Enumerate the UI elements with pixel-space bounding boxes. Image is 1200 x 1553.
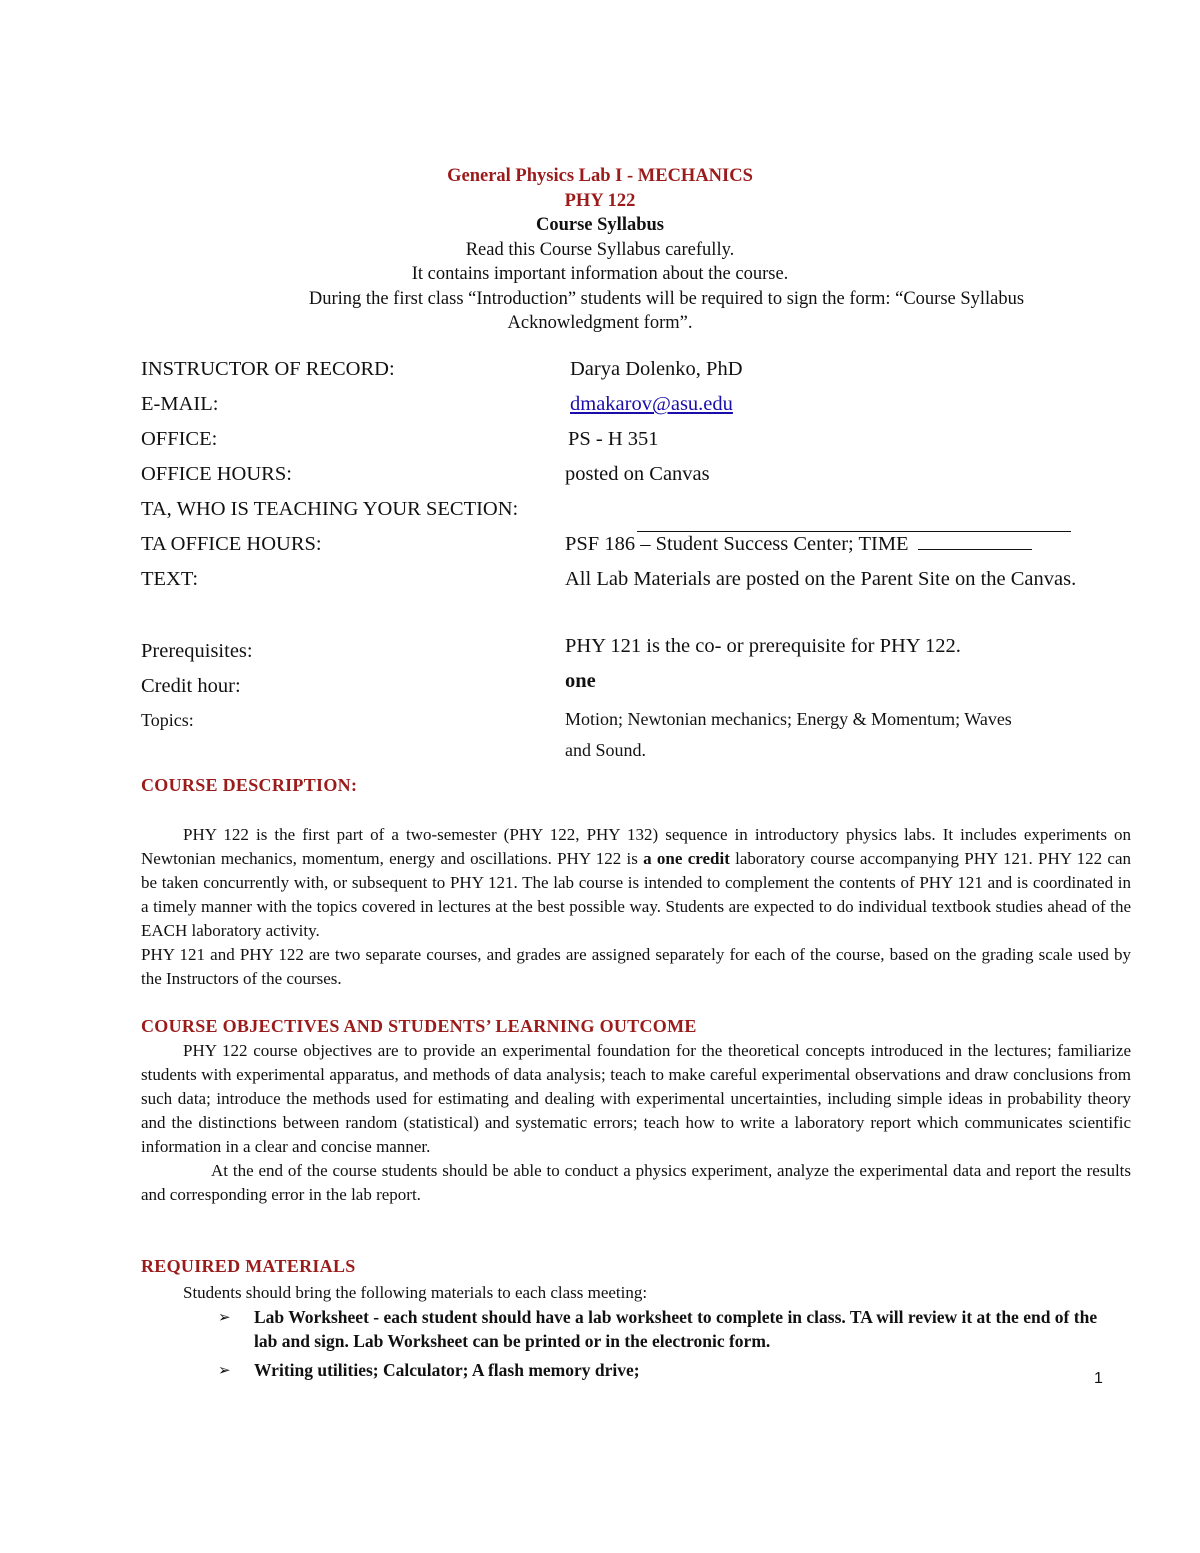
info-row-ta <box>141 495 1081 530</box>
materials-item-2: Writing utilities; Calculator; A flash memory drive; <box>254 1360 640 1380</box>
ta-hours-text: PSF 186 – Student Success Center; TIME <box>565 533 909 555</box>
required-materials-list <box>218 1305 1098 1387</box>
info-row-office-hours <box>141 460 1081 495</box>
objectives-p1: PHY 122 course objectives are to provide an experimental foundation for the theoretical concepts introduced in the lectures; familiarize students with experimental apparatus, and methods of data analysis; teach to make careful experimental observations and draw conclusions from such data; introduce the methods used for estimating and dealing with experimental uncertainties, including simple ideas in probability theory and the distinctions between random (statistical) and systematic errors; teach how to write a laboratory report which communicates scientific information in a clear and concise manner. <box>141 1041 1131 1156</box>
arrowhead-bullet-icon: ➢ <box>218 1361 231 1379</box>
info-row-credit <box>141 672 1081 707</box>
header-note-2: It contains important information about the course. <box>411 264 789 284</box>
instructor-value: Darya Dolenko, PhD <box>570 358 743 380</box>
header-note-3a: During the first class “Introduction” students will be required to sign the form: “Course Syllabus <box>308 288 1025 309</box>
description-p2: PHY 121 and PHY 122 are two separate courses, and grades are assigned separately for each of the course, based on the grading scale used by the Instructors of the courses. <box>141 945 1131 988</box>
office-value: PS - H 351 <box>568 428 659 450</box>
syllabus-header <box>0 164 1200 336</box>
description-p1-bold: a one credit <box>643 849 730 868</box>
ta-label: TA, WHO IS TEACHING YOUR SECTION: <box>141 498 519 520</box>
description-p1-a: PHY 122 is the first part of a two-semester (PHY 122, PHY 132) sequence in introductory physics labs. It includes experiments on Newtonian mechanics, momentum, energy and oscillations. PHY 122 is <box>141 825 1131 868</box>
course-description-heading: COURSE DESCRIPTION: <box>141 775 358 795</box>
list-item <box>218 1358 1098 1382</box>
header-note-3b: Acknowledgment form”. <box>507 313 693 333</box>
materials-item-1: Lab Worksheet - each student should have a lab worksheet to complete in class. TA will review it at the end of the lab and sign. Lab Worksheet can be printed or in the electronic form. <box>254 1307 1098 1351</box>
header-note-1: Read this Course Syllabus carefully. <box>465 239 735 260</box>
office-hours-label: OFFICE HOURS: <box>141 463 292 485</box>
course-description-text <box>141 823 1131 991</box>
ta-hours-label: TA OFFICE HOURS: <box>141 533 322 555</box>
required-materials-heading: REQUIRED MATERIALS <box>141 1256 356 1276</box>
office-label: OFFICE: <box>141 428 218 450</box>
text-label: TEXT: <box>141 568 199 590</box>
info-row-text <box>141 565 1081 637</box>
course-code: PHY 122 <box>564 190 636 211</box>
info-row-office <box>141 425 1081 460</box>
prerequisites-value: PHY 121 is the co- or prerequisite for PHY 122. <box>565 635 961 657</box>
instructor-label: INSTRUCTOR OF RECORD: <box>141 358 395 380</box>
credit-value: one <box>565 670 596 692</box>
description-p1-b: laboratory course accompanying PHY 121. PHY 122 can be taken concurrently with, or subsequent to PHY 121. The lab course is intended to complement the contents of PHY 121 and is coordinated in a timely manner with the topics covered in lectures at the best possible way. Students are expected to do individual textbook studies ahead of the EACH laboratory activity. <box>141 849 1132 940</box>
office-hours-value: posted on Canvas <box>565 463 710 485</box>
ta-hours-value <box>565 533 1032 556</box>
topics-value: Motion; Newtonian mechanics; Energy & Momentum; Waves and Sound. <box>565 709 1012 760</box>
required-materials-intro: Students should bring the following materials to each class meeting: <box>183 1283 648 1302</box>
prerequisites-label: Prerequisites: <box>141 640 253 662</box>
text-value: All Lab Materials are posted on the Parent Site on the Canvas. <box>565 568 1077 590</box>
info-row-topics <box>141 707 1081 773</box>
topics-label: Topics: <box>141 710 194 730</box>
ta-hours-blank <box>918 548 1032 550</box>
credit-label: Credit hour: <box>141 675 241 697</box>
page-number: 1 <box>1094 1370 1103 1387</box>
email-link[interactable]: dmakarov@asu.edu <box>570 393 733 415</box>
course-info-table <box>141 355 1081 773</box>
list-item <box>218 1305 1098 1353</box>
info-row-instructor <box>141 355 1081 390</box>
course-title: General Physics Lab I - MECHANICS <box>447 166 753 186</box>
info-row-ta-hours <box>141 530 1081 565</box>
course-objectives-text <box>141 1039 1131 1207</box>
document-type: Course Syllabus <box>536 215 664 235</box>
arrowhead-bullet-icon: ➢ <box>218 1308 231 1326</box>
objectives-p2: At the end of the course students should be able to conduct a physics experiment, analyze the experimental data and report the results and corresponding error in the lab report. <box>141 1161 1131 1204</box>
course-objectives-heading: COURSE OBJECTIVES AND STUDENTS’ LEARNING OUTCOME <box>141 1016 697 1036</box>
info-row-prerequisites <box>141 637 1081 672</box>
info-row-email <box>141 390 1081 425</box>
email-label: E-MAIL: <box>141 393 219 415</box>
